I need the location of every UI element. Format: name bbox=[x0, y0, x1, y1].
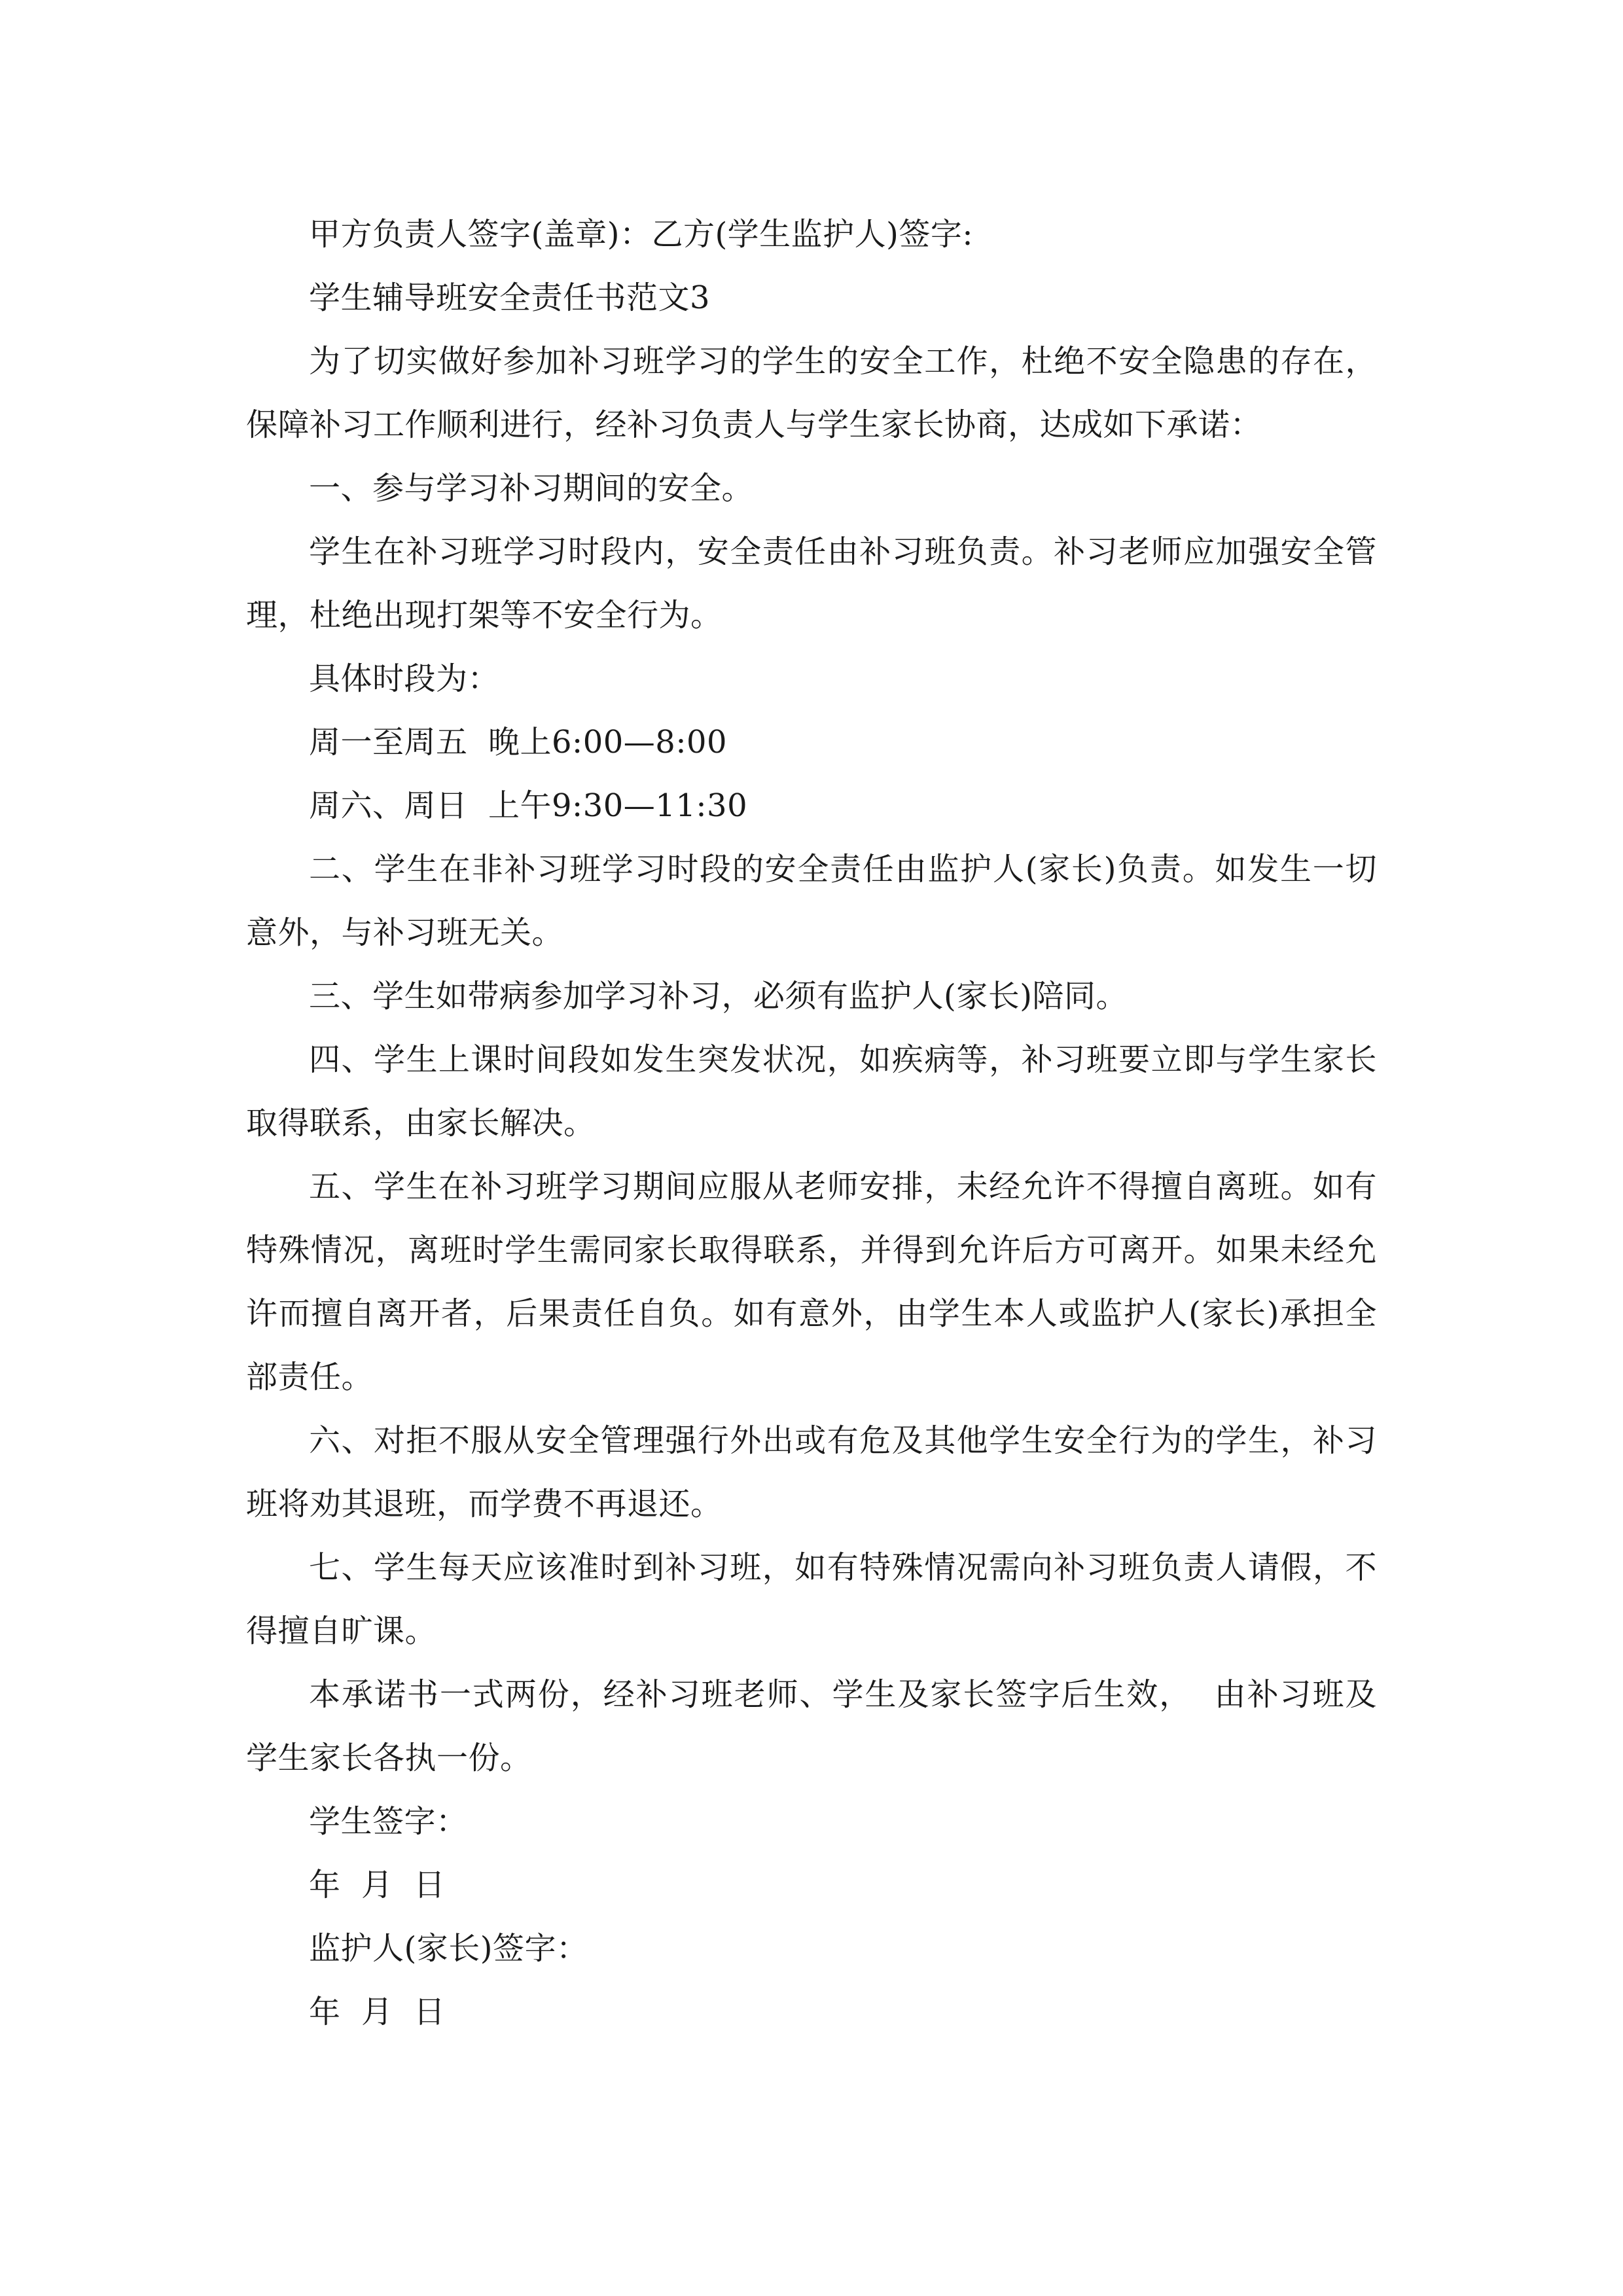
schedule-weekend: 周六、周日 上午9:30—11:30 bbox=[309, 787, 748, 824]
intro-paragraph: 为了切实做好参加补习班学习的学生的安全工作，杜绝不安全隐患的存在，保障补习工作顺利进行，经补习负责人与学生家长协商，达成如下承诺： bbox=[246, 343, 1377, 443]
guardian-signature-date: 年 月 日 bbox=[309, 1994, 446, 2030]
clause-7: 七、学生每天应该准时到补习班，如有特殊情况需向补习班负责人请假，不得擅自旷课。 bbox=[246, 1549, 1377, 1649]
guardian-signature-label: 监护人(家长)签字： bbox=[309, 1930, 588, 1967]
closing-statement: 本承诺书一式两份，经补习班老师、学生及家长签字后生效， 由补习班及学生家长各执一份。 bbox=[246, 1676, 1377, 1776]
clause-2: 二、学生在非补习班学习时段的安全责任由监护人(家长)负责。如发生一切意外，与补习班无关。 bbox=[246, 851, 1377, 951]
clause-1-heading: 一、参与学习补习期间的安全。 bbox=[309, 470, 754, 507]
clause-5: 五、学生在补习班学习期间应服从老师安排，未经允许不得擅自离班。如有特殊情况，离班时学生需同家长取得联系，并得到允许后方可离开。如果未经允许而擅自离开者，后果责任自负。如有意外，由学生本人或监护人(家长)承担全部责任。 bbox=[246, 1168, 1377, 1395]
student-signature-label: 学生签字： bbox=[309, 1803, 468, 1840]
section-title: 学生辅导班安全责任书范文3 bbox=[309, 279, 711, 316]
student-signature-date: 年 月 日 bbox=[309, 1867, 446, 1903]
schedule-weekday: 周一至周五 晚上6:00—8:00 bbox=[309, 724, 728, 761]
schedule-label: 具体时段为： bbox=[309, 660, 500, 697]
clause-1-body: 学生在补习班学习时段内，安全责任由补习班负责。补习老师应加强安全管理，杜绝出现打架等不安全行为。 bbox=[246, 533, 1377, 634]
clause-3: 三、学生如带病参加学习补习，必须有监护人(家长)陪同。 bbox=[309, 978, 1128, 1014]
clause-6: 六、对拒不服从安全管理强行外出或有危及其他学生安全行为的学生，补习班将劝其退班，而学费不再退还。 bbox=[246, 1422, 1377, 1522]
clause-4: 四、学生上课时间段如发生突发状况，如疾病等，补习班要立即与学生家长取得联系，由家长解决。 bbox=[246, 1041, 1377, 1141]
document-body bbox=[246, 203, 1377, 2044]
signature-line-party-a-b: 甲方负责人签字(盖章)：乙方(学生监护人)签字: bbox=[309, 216, 974, 253]
